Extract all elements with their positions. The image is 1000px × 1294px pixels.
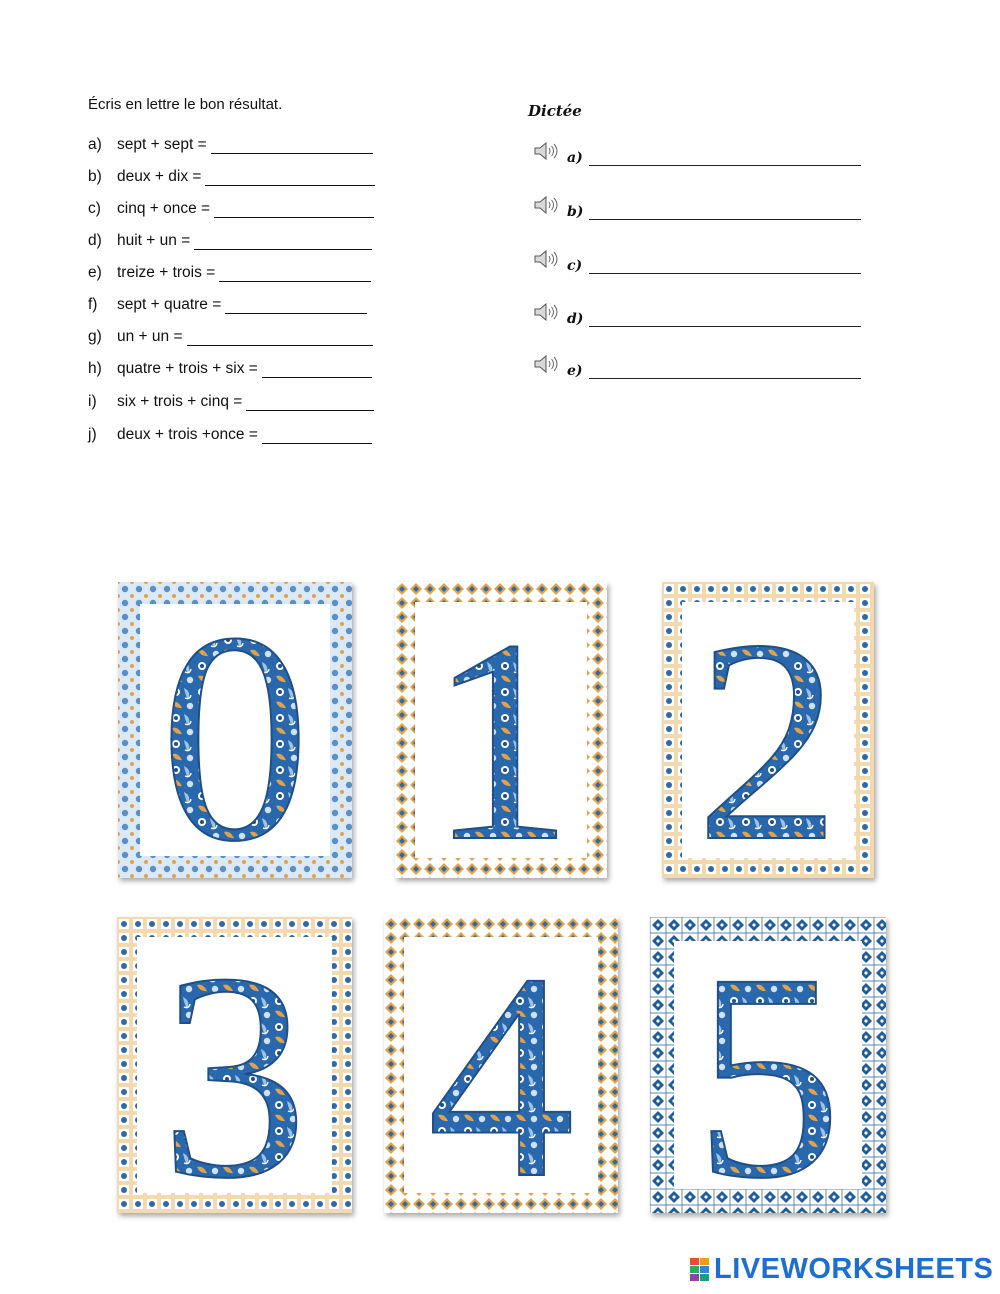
dictee-title: Dictée [528, 102, 582, 120]
answer-field[interactable] [214, 199, 374, 218]
exercise-letter: a) [88, 136, 102, 153]
dictee-row [533, 301, 861, 327]
logo-icon [690, 1256, 710, 1284]
dictee-letter: a) [567, 150, 583, 166]
dictee-row [533, 353, 861, 379]
card-numeral: 4 [427, 917, 575, 1213]
dictee-row [533, 248, 861, 274]
exercise-row [88, 162, 375, 186]
speaker-icon[interactable] [533, 353, 559, 375]
answer-field[interactable] [262, 425, 372, 444]
exercise-letter: b) [88, 168, 102, 185]
numeral-card-2 [662, 582, 874, 878]
brand-name: LIVEWORKSHEETS [714, 1253, 994, 1285]
dictee-row [533, 194, 861, 220]
speaker-icon[interactable] [533, 194, 559, 216]
exercise-text: sept + sept = [117, 136, 207, 153]
dictee-field[interactable] [589, 147, 861, 166]
speaker-icon[interactable] [533, 140, 559, 162]
exercise-row [88, 387, 374, 411]
exercise-row [88, 130, 373, 154]
numeral-card-4 [384, 917, 618, 1213]
exercise-letter: c) [88, 200, 101, 217]
exercise-text: sept + quatre = [117, 296, 222, 313]
dictee-row [533, 140, 861, 166]
speaker-icon[interactable] [533, 248, 559, 270]
exercise-text: treize + trois = [117, 264, 216, 281]
exercise-text: deux + trois +once = [117, 426, 258, 443]
exercise-letter: g) [88, 328, 102, 345]
answer-field[interactable] [262, 359, 372, 378]
answer-field[interactable] [219, 263, 371, 282]
card-numeral: 2 [695, 582, 841, 878]
answer-field[interactable] [211, 135, 373, 154]
exercise-text: deux + dix = [117, 168, 202, 185]
dictee-field[interactable] [589, 255, 861, 274]
dictee-field[interactable] [589, 201, 861, 220]
dictee-letter: c) [567, 258, 583, 274]
numeral-card-5 [650, 917, 886, 1213]
card-numeral: 3 [160, 917, 308, 1213]
answer-field[interactable] [225, 295, 367, 314]
exercise-text: un + un = [117, 328, 183, 345]
exercise-row [88, 290, 367, 314]
exercise-row [88, 322, 373, 346]
exercise-text: six + trois + cinq = [117, 393, 243, 410]
card-numeral: 1 [428, 582, 574, 878]
dictee-letter: b) [567, 204, 584, 220]
exercise-letter: j) [88, 426, 97, 443]
exercise-letter: i) [88, 393, 97, 410]
exercise-row [88, 194, 374, 218]
numeral-card-0 [118, 582, 352, 878]
dictee-letter: d) [567, 311, 584, 327]
liveworksheets-logo [690, 1253, 993, 1286]
exercise-letter: e) [88, 264, 102, 281]
card-numeral: 5 [694, 917, 842, 1213]
instructions: Écris en lettre le bon résultat. [88, 96, 283, 113]
exercise-row [88, 354, 372, 378]
exercise-letter: d) [88, 232, 102, 249]
exercise-text: cinq + once = [117, 200, 211, 217]
dictee-field[interactable] [589, 308, 861, 327]
exercise-row [88, 258, 371, 282]
speaker-icon[interactable] [533, 301, 559, 323]
numeral-card-3 [117, 917, 352, 1213]
dictee-field[interactable] [589, 360, 861, 379]
answer-field[interactable] [205, 167, 375, 186]
exercise-text: quatre + trois + six = [117, 360, 258, 377]
answer-field[interactable] [246, 392, 374, 411]
exercise-letter: h) [88, 360, 102, 377]
dictee-letter: e) [567, 363, 583, 379]
answer-field[interactable] [194, 231, 372, 250]
card-numeral: 0 [160, 582, 310, 878]
numeral-card-1 [395, 582, 607, 878]
exercise-letter: f) [88, 296, 98, 313]
exercise-text: huit + un = [117, 232, 191, 249]
answer-field[interactable] [187, 327, 373, 346]
exercise-row [88, 420, 372, 444]
exercise-row [88, 226, 372, 250]
